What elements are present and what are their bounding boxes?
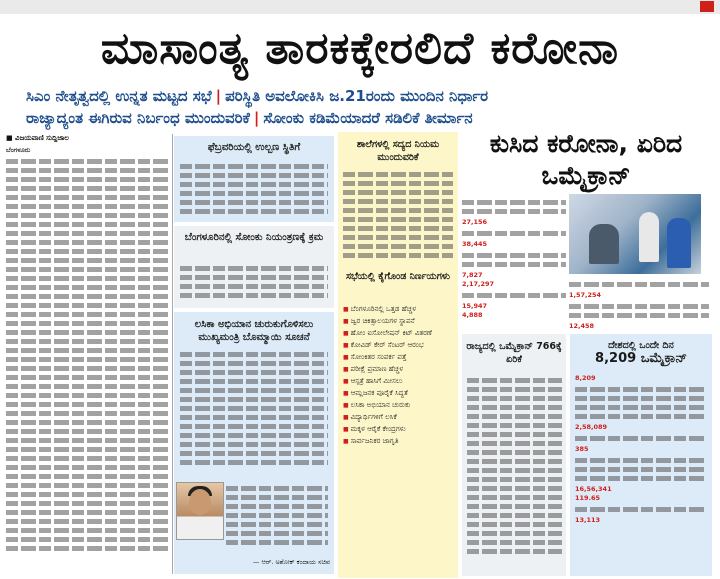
decision-item: ■ ಮಕ್ಕಳ ಆರೈಕೆ ಕೇಂದ್ರಗಳು	[343, 425, 455, 434]
stat-bengaluru: 7,827	[462, 271, 483, 279]
right-headline: ಕುಸಿದ ಕರೋನಾ, ಏರಿದ ಒಮೈಕ್ರಾನ್	[489, 129, 683, 190]
subhead-line-1	[26, 84, 706, 108]
box-title: ಬೆಂಗಳೂರಿನಲ್ಲಿ ಸೋಂಕು ನಿಯಂತ್ರಣಕ್ಕೆ ಕ್ರಮ	[184, 232, 324, 243]
stat-new-cases: 27,156	[462, 218, 488, 226]
mug-caption: — ಆರ್. ಅಶೋಕ್ ಕಂದಾಯ ಸಚಿವ	[252, 558, 330, 566]
stat-national-cases: 2,58,089	[575, 423, 608, 431]
decision-item: ■ ಆಸ್ಪತ್ರೆ ಹಾಸಿಗೆ ಮೀಸಲು	[343, 377, 455, 386]
subhead-2a: ರಾಜ್ಯಾದ್ಯಂತ ಈಗಿರುವ ನಿರ್ಬಂಧ ಮುಂದುವರಿಕೆ	[26, 109, 250, 127]
box-february-surge	[174, 136, 334, 222]
decision-item: ■ ಜ್ವರ ಚಿಕಿತ್ಸಾಲಯಗಳ ಸ್ಥಾಪನೆ	[343, 317, 455, 326]
stat-samples: 1,57,254	[569, 291, 602, 299]
decision-item: ■ ಬೆಂಗಳೂರಿನಲ್ಲಿ ಒತ್ತಡ ಹೆಚ್ಚಳ	[343, 305, 455, 314]
dateline: ಬೆಂಗಳೂರು	[6, 146, 31, 154]
stat-active: 2,17,297	[462, 280, 495, 288]
stat-other: 4,888	[462, 311, 483, 319]
subhead-separator: |	[253, 109, 260, 127]
minister-photo	[176, 482, 224, 540]
stat-omicron: 8,209	[575, 374, 596, 382]
box-title: ರಾಜ್ಯದಲ್ಲಿ ಒಮೈಕ್ರಾನ್ 766ಕ್ಕೆ ಏರಿಕೆ	[466, 341, 562, 365]
yellow-sidebar	[338, 132, 458, 578]
box-country-omicron	[570, 334, 712, 576]
subhead-separator: |	[215, 87, 222, 105]
stat-deaths: 385	[575, 445, 589, 453]
decision-item: ■ ಕೋವಿಡ್ ಕೇರ್ ಸೆಂಟರ್ ಆರಂಭ	[343, 341, 455, 350]
subhead-line-2	[26, 106, 706, 130]
right-article-top	[462, 196, 566, 319]
box-bengaluru-control	[174, 226, 334, 308]
box-title-b: 8,209 ಒಮೈಕ್ರಾನ್	[595, 351, 687, 366]
stat-vaccine-doses: 119.65	[575, 494, 601, 502]
subhead-2b: ಸೋಂಕು ಕಡಿಮೆಯಾದರೆ ಸಡಿಲಿಕೆ ತೀರ್ಮಾನ	[263, 109, 473, 127]
stat-tests: 12,458	[569, 322, 595, 330]
decision-item: ■ ಹೋಂ ಐಸೋಲೇಷನ್ ಕಿಟ್ ವಿತರಣೆ	[343, 329, 455, 338]
box-title-a: ದೇಶದಲ್ಲಿ ಒಂದೇ ದಿನ	[608, 340, 674, 351]
left-article-column	[6, 134, 170, 574]
column-divider	[172, 134, 173, 574]
decision-item: ■ ಆಮ್ಲಜನಕ ಪೂರೈಕೆ ಸಿದ್ಧತೆ	[343, 389, 455, 398]
box-title: ಫೆಬ್ರವರಿಯಲ್ಲಿ ಉಲ್ಬಣ ಸ್ಥಿತಿಗೆ	[207, 142, 301, 153]
byline: ■ ವಿಜಯವಾಣಿ ಸುದ್ದಿಜಾಲ	[6, 134, 69, 142]
decision-item: ■ ಲಸಿಕಾ ಅಭಿಯಾನ ಚುರುಕು	[343, 401, 455, 410]
subhead-1b: ಪರಿಸ್ಥಿತಿ ಅವಲೋಕಿಸಿ ಜ.21ರಂದು ಮುಂದಿನ ನಿರ್ಧಾರ	[225, 87, 489, 105]
subhead-1a: ಸಿಎಂ ನೇತೃತ್ವದಲ್ಲಿ ಉನ್ನತ ಮಟ್ಟದ ಸಭೆ	[26, 87, 212, 105]
decision-item: ■ ವಿದ್ಯಾರ್ಥಿಗಳಿಗೆ ಲಸಿಕೆ	[343, 413, 455, 422]
stat-active-national: 16,56,341	[575, 485, 612, 493]
decision-item: ■ ಸಾರ್ವಜನಿಕರ ಜಾಗೃತಿ	[343, 437, 455, 446]
stat-discharged: 15,947	[462, 302, 488, 310]
box-title: ಲಸಿಕಾ ಅಭಿಯಾನ ಚುರುಕುಗೊಳಿಸಲು ಮುಖ್ಯಮಂತ್ರಿ ಬೊಮ್ಮಾಯಿ ಸೂಚನೆ	[194, 319, 314, 343]
decision-item: ■ ಪರೀಕ್ಷೆ ಪ್ರಮಾಣ ಹೆಚ್ಚಳ	[343, 365, 455, 374]
decisions-title: ಸಭೆಯಲ್ಲಿ ಕೈಗೊಂಡ ನಿರ್ಣಯಗಳು	[345, 271, 451, 282]
stat-tests-national: 13,113	[575, 516, 601, 524]
main-headline: ಮಾಸಾಂತ್ಯ ತಾರಕಕ್ಕೇರಲಿದೆ ಕರೋನಾ	[100, 23, 620, 74]
schools-title: ಶಾಲೆಗಳಲ್ಲಿ ಸದ್ಯದ ನಿಯಮ ಮುಂದುವರಿಕೆ	[356, 139, 440, 163]
decision-list	[343, 302, 455, 449]
page-number-badge	[700, 1, 714, 12]
box-state-omicron	[462, 334, 566, 576]
page-top-strip	[0, 0, 720, 14]
decision-item: ■ ಸೋಂಕಿತರ ಸಂಪರ್ಕ ಪತ್ತೆ	[343, 353, 455, 362]
right-article-under-photo	[569, 278, 709, 330]
stat-recovered: 38,445	[462, 240, 488, 248]
vaccination-photo	[569, 194, 701, 274]
